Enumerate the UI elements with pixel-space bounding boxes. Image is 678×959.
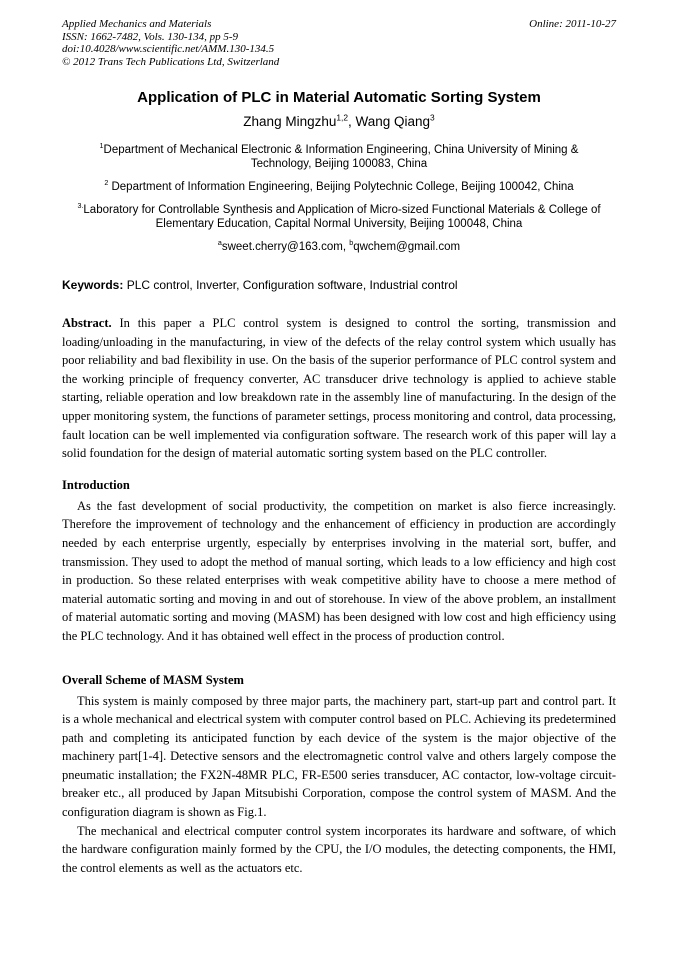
emails-line xyxy=(62,240,616,254)
author-sup-1: 1,2 xyxy=(336,112,348,123)
scheme-paragraph-1: This system is mainly composed by three major parts, the machinery part, start-up part and control part. It is a whole mechanical and electrical system with computer control based on PLC. Achieving its predetermined path and completing its anticipated function by each device of the system is the major objective of the machinery part[1-4]. Detective sensors and the electromagnetic control valve and others largely compose the pneumatic installation; the FX2N-48MR PLC, FR-E500 series transducer, AC contactor, low-voltage circuit-breaker etc., all produced by Japan Mitsubishi Corporation, compose the control system of MASM. And the configuration diagram is shown as Fig.1. xyxy=(62,693,617,820)
section-heading-introduction: Introduction xyxy=(62,477,130,492)
scheme-paragraph-2: The mechanical and electrical computer control system incorporates its hardware and software, of which the hardware configuration mainly formed by the CPU, the I/O modules, the detecting components, the HMI, the control elements as well as the actuators etc. xyxy=(62,823,616,875)
journal-doi-line: doi:10.4028/www.scientific.net/AMM.130-134.5 xyxy=(62,43,275,55)
affiliation-2-text: Department of Information Engineering, Beijing Polytechnic College, Beijing 100042, China xyxy=(111,181,574,193)
affiliation-2 xyxy=(62,180,616,194)
paper-title: Application of PLC in Material Automatic Sorting System xyxy=(137,89,541,106)
email-2-text: qwchem@gmail.com xyxy=(353,241,461,253)
journal-copyright-line: © 2012 Trans Tech Publications Ltd, Switzerland xyxy=(62,55,280,68)
author-sup-2: 3 xyxy=(430,112,435,123)
keywords-line xyxy=(62,278,616,293)
title-block xyxy=(62,89,616,254)
affiliation-3 xyxy=(62,203,616,231)
abstract xyxy=(62,314,616,463)
keywords-label: Keywords: xyxy=(62,278,124,292)
affiliation-1-text: Department of Mechanical Electronic & Information Engineering, China University of Mining & Technology, Beijing 100083, China xyxy=(103,144,579,170)
section-heading-overall-scheme: Overall Scheme of MASM System xyxy=(62,672,244,687)
journal-header xyxy=(62,18,616,68)
abstract-text: In this paper a PLC control system is designed to control the sorting, transmission and loading/unloading in the manufacturing, in view of the defects of the relay control system which usually has poor reliability and bad flexibility in use. On the basis of the superior performance of PLC control system and the working principle of frequency converter, AC transducer drive technology is applied to achieve stable starting, reliable operation and low breakdown rate in the assembly line of manufacturing. In the design of the upper monitoring system, the functions of parameter settings, process monitoring and control, data processing, fault location can be well implemented via configuration software. The research work of this paper will lay a solid foundation for the design of material automatic sorting system based on the PLC controller. xyxy=(62,316,616,461)
affiliations xyxy=(62,143,616,231)
journal-info xyxy=(62,18,279,68)
online-date: Online: 2011-10-27 xyxy=(529,18,616,30)
affiliation-2-sup: 2 xyxy=(104,179,109,188)
authors-separator: , xyxy=(347,114,356,129)
affiliation-3-text: Laboratory for Controllable Synthesis and Application of Micro-sized Functional Materials & College of Elementary Education, Capital Normal University, Beijing 100048, China xyxy=(83,204,601,230)
affiliation-3-sup: 3. xyxy=(77,202,84,211)
journal-title: Applied Mechanics and Materials xyxy=(62,18,212,30)
author-name-1: Zhang Mingzhu xyxy=(243,114,337,129)
email-1-sup: a xyxy=(217,239,222,248)
author-name-2: Wang Qiang xyxy=(355,114,431,129)
emails-separator: , xyxy=(342,241,350,253)
affiliation-1-sup: 1 xyxy=(99,142,104,151)
introduction-paragraph: As the fast development of social productivity, the competition on market is also fierce increasingly. Therefore the improvement of technology and the enhancement of efficiency in production are accordingly needed by each enterprise urgently, especially by enterprises involving in the material sort, buffer, and transmission. They used to adopt the method of manual sorting, which leads to a low efficiency and high cost in production. So these related enterprises with weak competitive ability have to choose a mere method of material automatic sorting and moving in and out of storehouse. In view of the above problem, an installment of material automatic sorting and moving (MASM) has been designed with low cost and high efficiency using the PLC technology. And it has obtained well effect in the process of production control. xyxy=(62,498,616,643)
journal-issn-line: ISSN: 1662-7482, Vols. 130-134, pp 5-9 xyxy=(62,30,238,43)
email-2-sup: b xyxy=(349,239,354,248)
email-1-text: sweet.cherry@163.com xyxy=(221,241,343,253)
affiliation-1 xyxy=(62,143,616,171)
abstract-label: Abstract. xyxy=(62,316,112,330)
authors-line xyxy=(62,113,616,130)
keywords-text: PLC control, Inverter, Configuration software, Industrial control xyxy=(126,278,458,292)
